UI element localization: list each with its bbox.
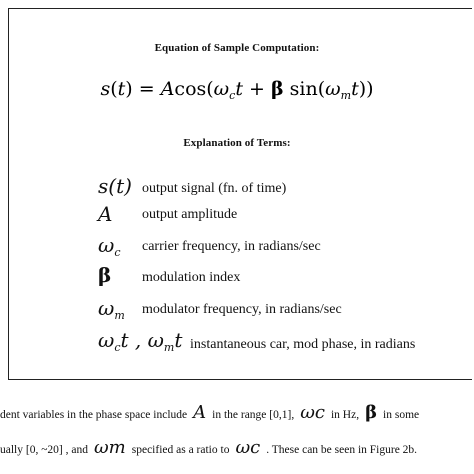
term-desc-phase: instantaneous car, mod phase, in radians <box>190 337 416 352</box>
term-desc-carrier: carrier frequency, in radians/sec <box>142 239 321 254</box>
footer-line-1-text-2: in the range [0,1], <box>212 409 295 421</box>
footer-symbol-omega-c-2: ωc <box>235 437 261 458</box>
symbol-omega-c: $\omega_c$ <box>98 233 121 259</box>
symbol-omega-m: $\omega_m$ <box>98 296 125 322</box>
footer-line-1 <box>0 402 419 423</box>
footer-line-2-text-1: ually [0, ~20] , and <box>0 444 88 456</box>
footer-line-1-text-4: in some <box>383 409 420 421</box>
equation-text: $s(t) = Acos(\omega_ct + \beta$ $\sin(\omega_mt)$) <box>100 78 374 102</box>
main-equation <box>0 73 474 103</box>
equation-svg <box>0 73 474 103</box>
footer-symbol-a: A <box>193 402 207 423</box>
footer-line-2-text-3: . These can be seen in Figure 2b. <box>266 444 418 456</box>
footer-line-1-text-1: dent variables in the phase space include <box>0 409 188 421</box>
footer-symbol-beta: β <box>365 402 378 423</box>
footer-symbol-omega-m: ωm <box>93 437 126 458</box>
footer-symbol-omega-c: ωc <box>300 402 325 423</box>
footer-line-1-text-3: in Hz, <box>330 409 360 421</box>
equation-heading: Equation of Sample Computation: <box>154 42 320 54</box>
symbol-beta: β <box>98 263 112 287</box>
symbol-phases: $\omega_ct$ , $\omega_mt$ <box>98 328 183 354</box>
term-desc-amplitude: output amplitude <box>142 207 238 222</box>
term-desc-output-signal: output signal (fn. of time) <box>142 181 287 196</box>
terms-heading: Explanation of Terms: <box>183 137 291 149</box>
term-desc-modulation-index: modulation index <box>142 270 241 285</box>
footer-line-2-text-2: specified as a ratio to <box>131 444 230 456</box>
footer-line-2 <box>0 437 417 458</box>
symbol-s-t: s(t) <box>98 174 132 198</box>
term-desc-modulator: modulator frequency, in radians/sec <box>142 302 342 317</box>
symbol-a: A <box>98 202 113 226</box>
